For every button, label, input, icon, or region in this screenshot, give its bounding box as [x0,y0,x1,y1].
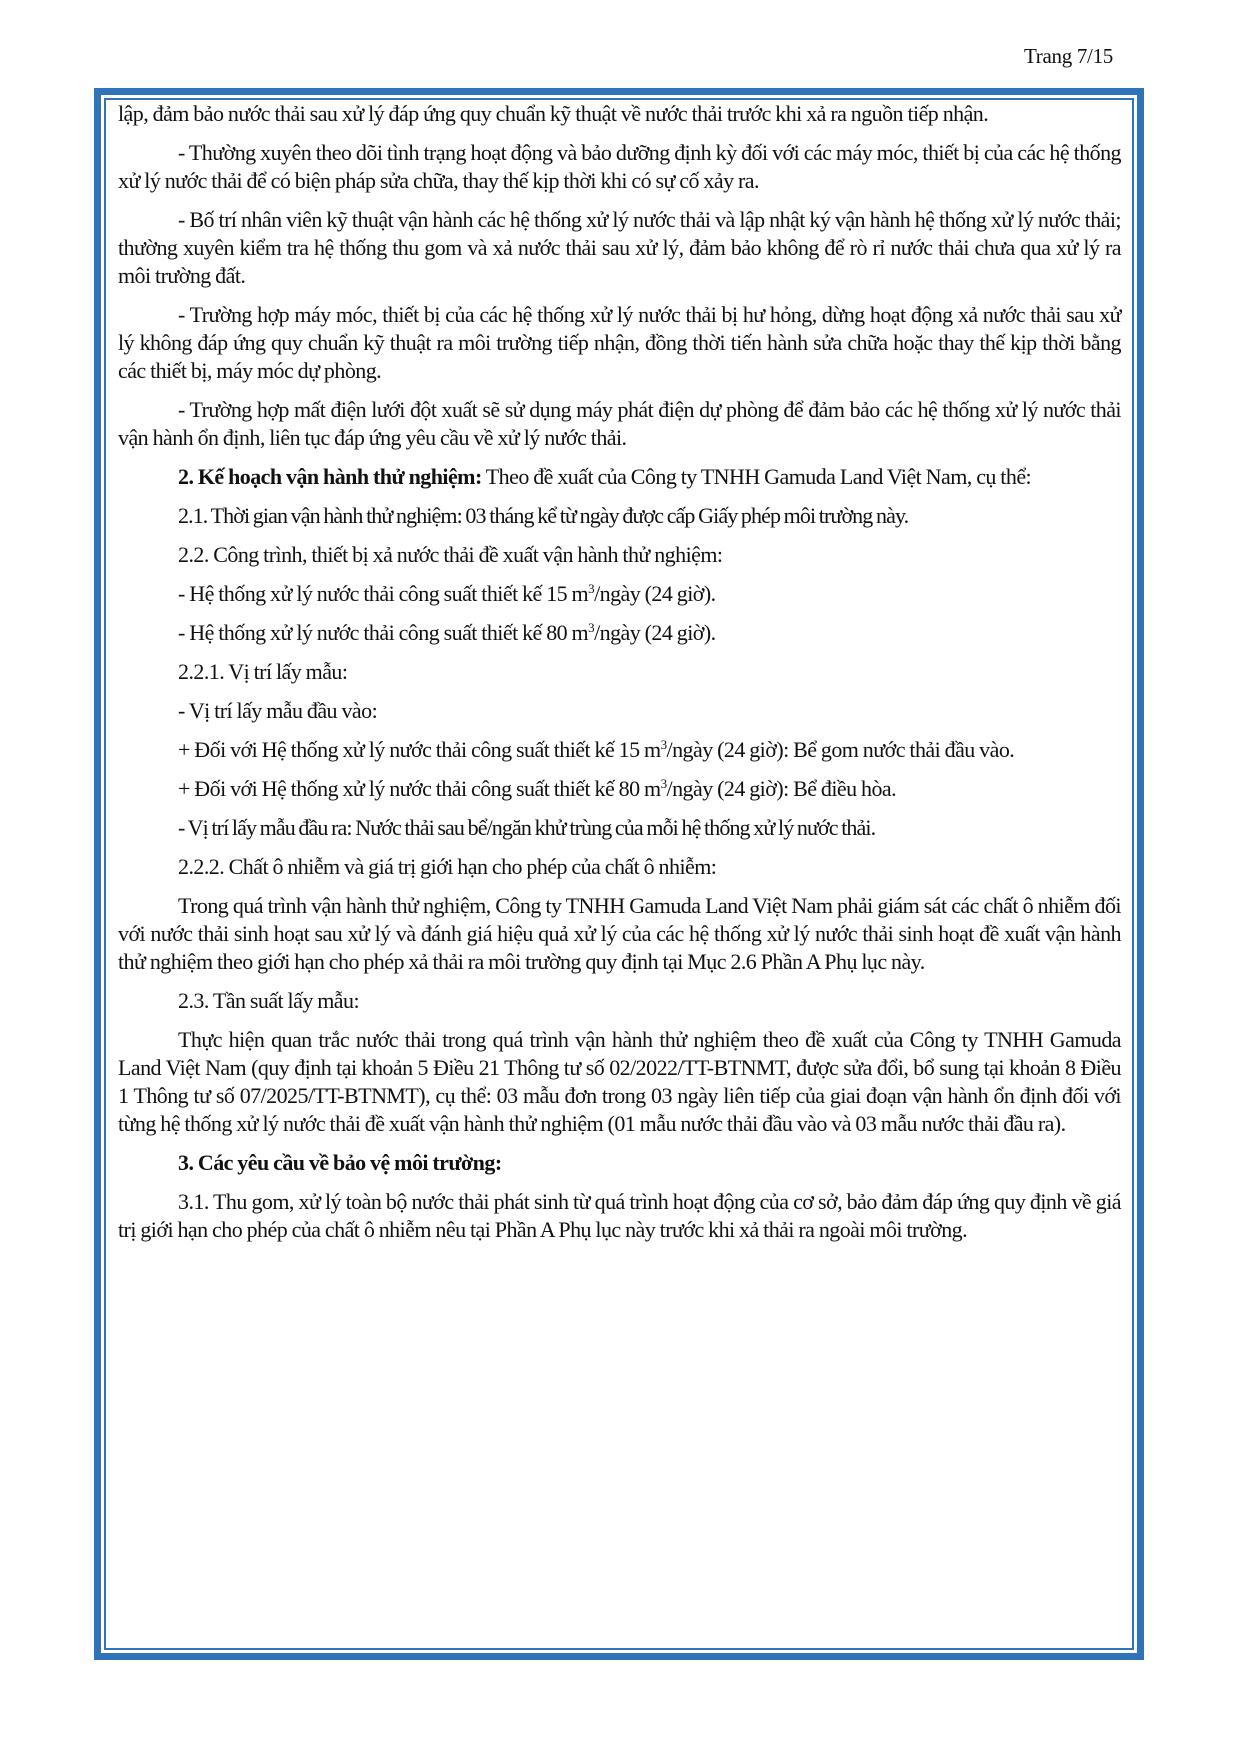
section-2-heading: 2. Kế hoạch vận hành thử nghiệm: [178,464,482,489]
paragraph-2-2-2-body: Trong quá trình vận hành thử nghiệm, Công ty TNHH Gamuda Land Việt Nam phải giám sát các chất ô nhiễm đối với nước thải sinh hoạt sau xử lý và đánh giá hiệu quả xử lý của các hệ thống xử lý nước thải sinh hoạt đề xuất vận hành thử nghiệm theo giới hạn cho phép xả thải ra môi trường quy định tại Mục 2.6 Phần A Phụ lục này. [118,893,1121,974]
section-3-heading-text: 3. Các yêu cầu về bảo vệ môi trường: [178,1150,502,1175]
paragraph-2-2-1: 2.2.1. Vị trí lấy mẫu: [178,659,348,684]
paragraph: lập, đảm bảo nước thải sau xử lý đáp ứng quy chuẩn kỹ thuật về nước thải trước khi xả ra nguồn tiếp nhận. [118,101,989,126]
paragraph-3-1: 3.1. Thu gom, xử lý toàn bộ nước thải phát sinh từ quá trình hoạt động của cơ sở, bảo đảm đáp ứng quy định về giá trị giới hạn cho phép của chất ô nhiễm nêu tại Phần A Phụ lục này trước khi xả thải ra ngoài môi trường. [118,1189,1121,1242]
system-80-item [118,619,1121,647]
superscript: 3 [660,737,667,752]
paragraph-2-1: 2.1. Thời gian vận hành thử nghiệm: 03 tháng kể từ ngày được cấp Giấy phép môi trường này. [178,503,909,528]
superscript: 3 [588,620,595,635]
paragraph: - Thường xuyên theo dõi tình trạng hoạt động và bảo dưỡng định kỳ đối với các máy móc, thiết bị của các hệ thống xử lý nước thải để có biện pháp sửa chữa, thay thế kịp thời khi có sự cố xảy ra. [118,140,1121,193]
system-15-text: - Hệ thống xử lý nước thải công suất thiết kế 15 m [178,581,589,606]
document-body [118,100,1121,1255]
section-2-intro [118,463,1121,491]
input-80-item [118,775,1121,803]
output-location: - Vị trí lấy mẫu đầu ra: Nước thải sau bể/ngăn khử trùng của mỗi hệ thống xử lý nước thải. [178,815,876,840]
input-location: - Vị trí lấy mẫu đầu vào: [178,698,378,723]
paragraph: - Trường hợp máy móc, thiết bị của các hệ thống xử lý nước thải bị hư hỏng, dừng hoạt động xả nước thải sau xử lý không đáp ứng quy chuẩn kỹ thuật ra môi trường tiếp nhận, đồng thời tiến hành sửa chữa hoặc thay thế kịp thời bằng các thiết bị, máy móc dự phòng. [118,302,1121,383]
paragraph: - Bố trí nhân viên kỹ thuật vận hành các hệ thống xử lý nước thải và lập nhật ký vận hành hệ thống xử lý nước thải; thường xuyên kiểm tra hệ thống thu gom và xả nước thải sau xử lý, đảm bảo không để rò rỉ nước thải chưa qua xử lý ra môi trường đất. [118,207,1121,288]
input-80-text: + Đối với Hệ thống xử lý nước thải công suất thiết kế 80 m [178,776,661,801]
page-number: Trang 7/15 [1024,44,1113,68]
paragraph-2-3: 2.3. Tần suất lấy mẫu: [178,988,360,1013]
system-80-text: - Hệ thống xử lý nước thải công suất thiết kế 80 m [178,620,589,645]
input-15-rest: /ngày (24 giờ): Bể gom nước thải đầu vào. [666,737,1015,762]
superscript: 3 [660,776,667,791]
paragraph-2-2: 2.2. Công trình, thiết bị xả nước thải đề xuất vận hành thử nghiệm: [178,542,723,567]
paragraph-2-3-body: Thực hiện quan trắc nước thải trong quá trình vận hành thử nghiệm theo đề xuất của Công ty TNHH Gamuda Land Việt Nam (quy định tại khoản 5 Điều 21 Thông tư số 02/2022/TT-BTNMT, được sửa đổi, bổ sung tại khoản 8 Điều 1 Thông tư số 07/2025/TT-BTNMT), cụ thể: 03 mẫu đơn trong 03 ngày liên tiếp của giai đoạn vận hành ổn định đối với từng hệ thống xử lý nước thải đề xuất vận hành thử nghiệm (01 mẫu nước thải đầu vào và 03 mẫu nước thải đầu ra). [118,1027,1121,1136]
superscript: 3 [588,581,595,596]
system-15-unit: /ngày (24 giờ). [594,581,716,606]
system-80-unit: /ngày (24 giờ). [594,620,716,645]
system-15-item [118,580,1121,608]
input-80-rest: /ngày (24 giờ): Bể điều hòa. [666,776,897,801]
section-3-heading [118,1149,1121,1177]
section-2-heading-rest: Theo đề xuất của Công ty TNHH Gamuda Land Việt Nam, cụ thể: [481,464,1032,489]
paragraph-2-2-2: 2.2.2. Chất ô nhiễm và giá trị giới hạn cho phép của chất ô nhiễm: [178,854,717,879]
input-15-text: + Đối với Hệ thống xử lý nước thải công suất thiết kế 15 m [178,737,661,762]
input-15-item [118,736,1121,764]
paragraph: - Trường hợp mất điện lưới đột xuất sẽ sử dụng máy phát điện dự phòng để đảm bảo các hệ thống xử lý nước thải vận hành ổn định, liên tục đáp ứng yêu cầu về xử lý nước thải. [118,397,1121,450]
